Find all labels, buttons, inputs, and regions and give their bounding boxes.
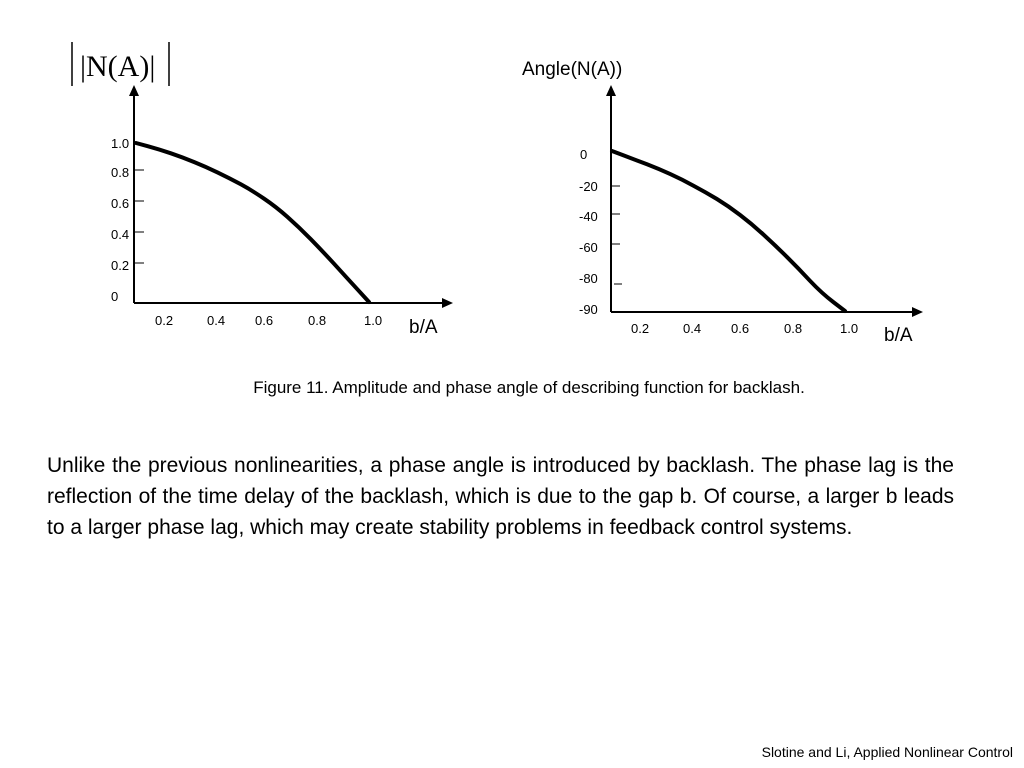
x-axis-arrowhead <box>912 307 923 317</box>
y-tick-label: -20 <box>579 179 598 194</box>
x-axis-label: b/A <box>884 325 913 346</box>
y-tick-label: -60 <box>579 240 598 255</box>
x-tick-label: 0.4 <box>683 321 702 336</box>
y-tick-label: -40 <box>579 209 598 224</box>
y-tick-label: 1.0 <box>111 136 130 151</box>
amplitude-chart <box>0 0 470 350</box>
phase-angle-title: Angle(N(A)) <box>522 59 623 80</box>
x-tick-label: 0.4 <box>207 313 226 328</box>
body-paragraph: Unlike the previous nonlinearities, a phase angle is introduced by backlash. The phase lag is the reflection of the time delay of the backlash, which is due to the gap b. Of course, a larger b leads to a larger phase lag, which may create stability problems in feedback control systems. <box>47 454 954 539</box>
figure-caption: Figure 11. Amplitude and phase angle of describing function for backlash. <box>253 378 805 397</box>
x-tick-label: 1.0 <box>364 313 383 328</box>
x-tick-label: 0.2 <box>631 321 650 336</box>
source-credit: Slotine and Li, Applied Nonlinear Control <box>761 744 1013 760</box>
x-tick-label: 0.8 <box>784 321 803 336</box>
y-tick-label: 0.2 <box>111 258 130 273</box>
phase-angle-curve <box>612 151 845 311</box>
x-axis-label: b/A <box>409 317 438 338</box>
x-tick-label: 0.6 <box>255 313 274 328</box>
y-tick-label: 0.8 <box>111 165 130 180</box>
y-tick-label: 0 <box>111 289 119 304</box>
y-tick-label: -80 <box>579 271 598 286</box>
y-tick-label: 0.4 <box>111 227 130 242</box>
phase-angle-chart <box>500 0 950 360</box>
x-tick-label: 0.8 <box>308 313 327 328</box>
y-axis-arrowhead <box>606 85 616 96</box>
y-tick-label: 0 <box>580 147 588 162</box>
amplitude-title: |N(A)| <box>80 50 156 83</box>
x-tick-label: 1.0 <box>840 321 859 336</box>
x-tick-label: 0.2 <box>155 313 174 328</box>
x-axis-arrowhead <box>442 298 453 308</box>
x-tick-label: 0.6 <box>731 321 750 336</box>
y-tick-label: 0.6 <box>111 196 130 211</box>
y-axis-arrowhead <box>129 85 139 96</box>
amplitude-curve <box>136 143 369 302</box>
y-tick-label: -90 <box>579 302 598 317</box>
